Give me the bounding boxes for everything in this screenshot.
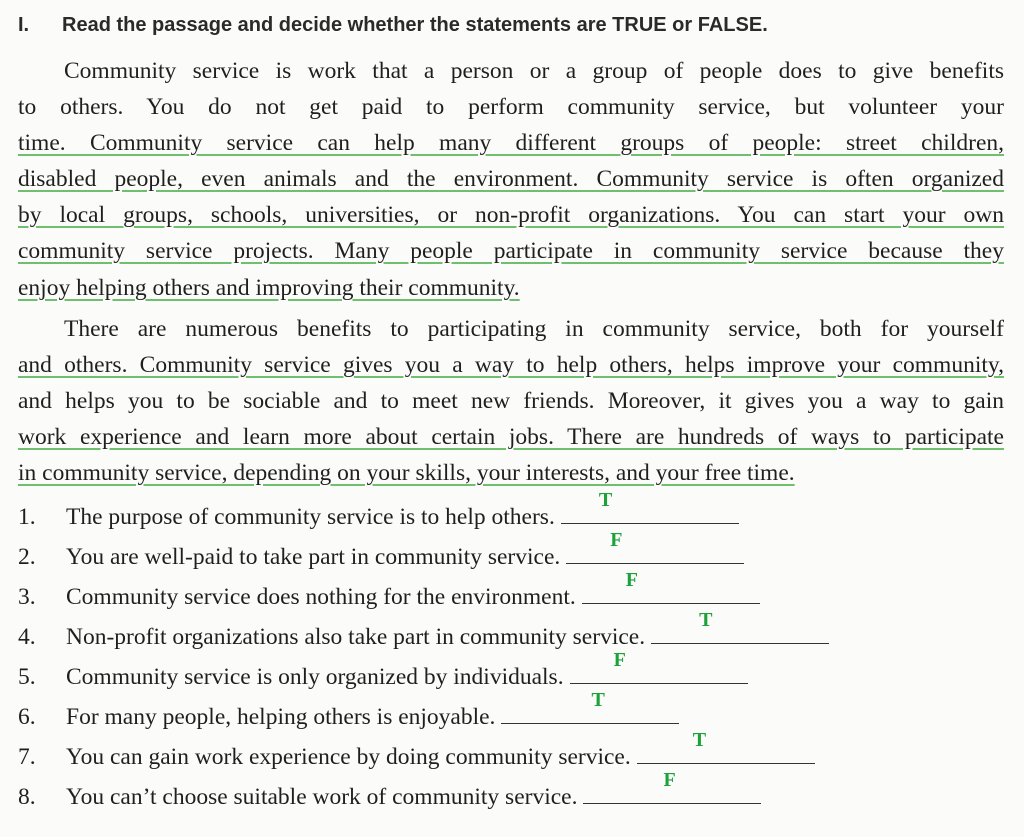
question-text: For many people, helping others is enjoyable.	[66, 704, 496, 730]
question-number: 8.	[18, 784, 36, 810]
question-text: Community service is only organized by individuals.	[66, 664, 564, 690]
question-number: 7.	[18, 744, 36, 770]
question-text: Non-profit organizations also take part in community service.	[66, 624, 646, 650]
answer-mark: T	[591, 689, 605, 711]
exercise-instruction: Read the passage and decide whether the statements are TRUE or FALSE.	[62, 14, 768, 36]
answer-mark: F	[663, 769, 676, 791]
answer-blank[interactable]	[501, 689, 679, 724]
answer-blank[interactable]	[570, 649, 748, 684]
passage-line: time. Community service can help many different groups of people: street children,	[18, 130, 1004, 156]
question-text: You can’t choose suitable work of community service.	[66, 784, 578, 810]
passage-line: There are numerous benefits to participating in community service, both for yourself	[64, 316, 1004, 342]
question-item	[18, 689, 679, 734]
answer-blank[interactable]	[566, 529, 744, 564]
question-number: 3.	[18, 584, 36, 610]
question-number: 2.	[18, 544, 36, 570]
passage-line: to others. You do not get paid to perform community service, but volunteer your	[18, 94, 1004, 120]
passage-line: enjoy helping others and improving their community.	[18, 275, 520, 301]
exercise-heading	[18, 14, 768, 37]
question-text: The purpose of community service is to help others.	[66, 504, 555, 530]
passage-line: in community service, depending on your skills, your interests, and your free time.	[18, 460, 795, 486]
answer-mark: F	[610, 529, 623, 551]
passage-line: work experience and learn more about certain jobs. There are hundreds of ways to participate	[18, 424, 1004, 450]
passage-line: by local groups, schools, universities, or non-profit organizations. You can start your own	[18, 202, 1004, 228]
question-item	[18, 769, 761, 814]
question-text: Community service does nothing for the environment.	[66, 584, 576, 610]
passage-line: community service projects. Many people participate in community service because they	[18, 238, 1004, 264]
answer-blank[interactable]	[561, 489, 739, 524]
question-item	[18, 569, 760, 614]
answer-mark: T	[692, 729, 707, 751]
question-number: 5.	[18, 664, 36, 690]
question-item	[18, 729, 815, 774]
question-number: 4.	[18, 624, 36, 650]
question-number: 1.	[18, 504, 36, 530]
answer-mark: F	[625, 569, 638, 591]
question-item	[18, 609, 829, 654]
passage-line: and helps you to be sociable and to meet new friends. Moreover, it gives you a way to gain	[18, 388, 1004, 414]
answer-blank[interactable]	[637, 729, 815, 764]
question-item	[18, 489, 739, 534]
passage-line: Community service is work that a person or a group of people does to give benefits	[64, 58, 1004, 84]
answer-mark: T	[699, 609, 713, 631]
question-text: You can gain work experience by doing community service.	[66, 744, 631, 770]
answer-mark: F	[613, 649, 626, 671]
answer-blank[interactable]	[583, 769, 761, 804]
question-item	[18, 649, 748, 694]
exercise-number: I.	[18, 14, 30, 36]
question-number: 6.	[18, 704, 36, 730]
passage-line: disabled people, even animals and the environment. Community service is often organized	[18, 166, 1004, 192]
question-text: You are well-paid to take part in community service.	[66, 544, 561, 570]
answer-mark: T	[598, 489, 613, 511]
passage-line: and others. Community service gives you a way to help others, helps improve your community,	[18, 352, 1004, 378]
answer-blank[interactable]	[651, 609, 829, 644]
answer-blank[interactable]	[582, 569, 760, 604]
